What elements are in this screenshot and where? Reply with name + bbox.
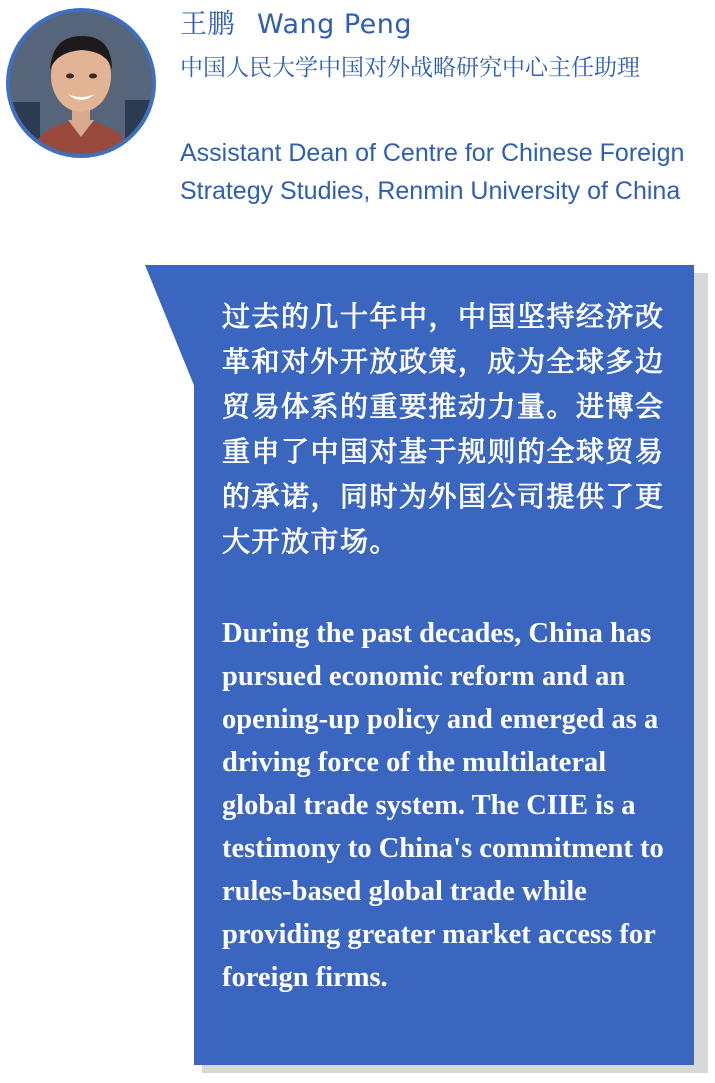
speaker-title-cn: 中国人民大学中国对外战略研究中心主任助理 [180,55,640,81]
quote-text-en: During the past decades, China has pursued economic reform and an opening-up policy and emerged as a driving force of the multilateral global trade system. The CIIE is a testimony to China's commitment to rules-based global trade while providing greater market access for foreign firms. [222,618,664,993]
quote-text-cn: 过去的几十年中，中国坚持经济改革和对外开放政策，成为全球多边贸易体系的重要推动力量。进博会重申了中国对基于规则的全球贸易的承诺，同时为外国公司提供了更大开放市场。 [222,300,665,558]
name-cn: 王鹏 [180,9,235,40]
speaker-title-en: Assistant Dean of Centre for Chinese Foreign Strategy Studies, Renmin University of China [180,139,685,205]
name-en: Wang Peng [257,9,413,40]
